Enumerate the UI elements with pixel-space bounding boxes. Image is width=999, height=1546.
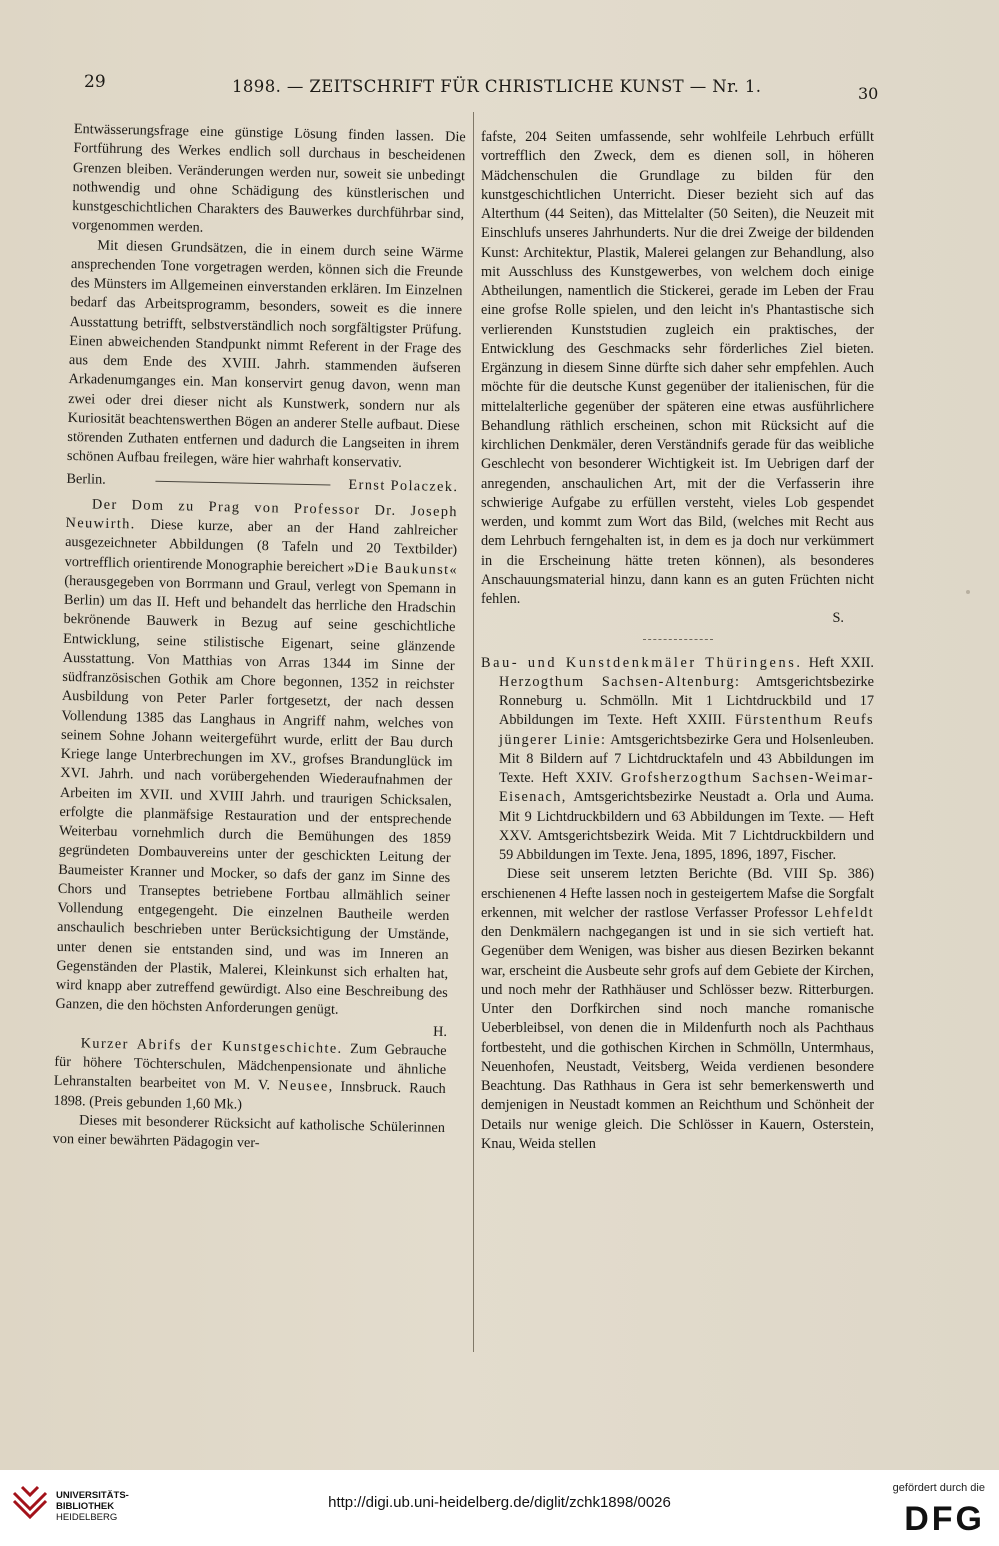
library-name-line: HEIDELBERG	[56, 1512, 118, 1523]
library-name-line: BIBLIOTHEK	[56, 1501, 115, 1512]
paragraph: Entwässerungsfrage eine günstige Lösung finden lassen. Die Fortführung des Werkes endlich soll durchaus in bescheidenen Grenzen bleiben. Veränderungen werden nur, soweit sie unbedingt nothwendig und ohne Schädigung des künstlerischen und kunstgeschichtlichen Charakters des Bauwerkes durchführbar sind, vorgenommen werden.	[71, 120, 466, 236]
review-text: Amtsgerichtsbezirke Neustadt a. Orla und Auma. Mit 9 Lichtdruckbildern und 63 Abbildungen im Texte. — Heft XXV. Amtsgerichtsbezirk Weida. Mit 7 Lichtdruckbildern und 59 Abbildungen im Texte. Jena, 1895, 1896, 1897, Fischer.	[499, 789, 874, 863]
scan-speck	[966, 590, 970, 594]
page-number-left: 29	[84, 72, 106, 92]
signature-rule	[156, 480, 331, 485]
review-text: Diese kurze, aber an der Hand zahlreicher ausgezeichneter Abbildungen (8 Tafeln und 20 Textbilder) vortrefflich orientirende Monographie bereichert »	[64, 516, 458, 576]
territory-name: Herzogthum Sachsen-Altenburg:	[499, 673, 741, 690]
dfg-logo: DFG	[904, 1500, 985, 1538]
library-name-line: UNIVERSITÄTS-	[56, 1490, 129, 1501]
review-text: « (herausgegeben von Borrmann und Graul, verlegt von Spemann in Berlin) um das II. Heft und behandelt das herrliche den Hradschin bekrönende Bauwerk in Bezug auf seine geschichtliche Entwicklung, seine stilistische Eigenart, seine glänzende Ausstattung. Von Matthias von Arras 1344 im Sinne der südfranzösischen Gothik am Chore begonnen, 1352 in reichster Ausbildung von Peter Parler fortgesetzt, der nach dessen Vollendung 1385 das Langhaus in Angriff nahm, welches von seinem Sohne Johann weitergeführt wurde, erlitt der Bau durch Kriege lange Unterbrechungen im XV., grofses Brandunglück im XVI. Jahrh. und nach vorübergehenden Wiederaufnahmen der Arbeiten im XVII. und XVIII Jahrh. und traurigen Schicksalen, erfolgte die planmäfsige Restauration und der entsprechende Weiterbau vornehmlich durch die Bemühungen des 1859 gegründeten Dombauvereins unter der geschickten Leitung der Baumeister Kranner und Mocker, so dafs der ganz im Sinne des Chors und Transeptes betriebene Fortbau allmählich seiner Vollendung entgegengeht. Die einzelnen Bautheile werden anschaulich beschrieben unter Berücksichtigung der Umstände, unter denen sie entstanden sind, und was im Inneren an Gegenständen der Plastik, Malerei, Kleinkunst sich erhalten hat, wird knapp aber zutreffend gewürdigt. Also eine Beschreibung des Ganzen, die den höchsten Anforderungen genügt.	[55, 561, 457, 1018]
page-number-right: 30	[858, 84, 879, 103]
signature-initial: S.	[832, 610, 844, 627]
signature-name: Ernst Polaczek.	[348, 476, 459, 495]
review-text: Zum Gebrauche für höhere Töchterschulen, Mädchenpensionate und ähnliche Lehranstalten bearbeitet von M. V.	[53, 1040, 447, 1094]
review-entry	[53, 1034, 447, 1119]
page-header	[0, 66, 999, 106]
review-title: Der Dom zu Prag von Professor Dr. Joseph Neuwirth.	[65, 496, 459, 533]
review-text: Amtsgerichtsbezirke Ronneburg u. Schmölln. Mit 1 Lichtdruckbild und 17 Abbildungen im Texte. Heft XXIII.	[499, 673, 874, 729]
signature-line	[66, 469, 458, 496]
running-title: 1898. — ZEITSCHRIFT FÜR CHRISTLICHE KUNST — Nr. 1.	[232, 77, 762, 96]
review-title: Bau- und Kunstdenkmäler Thüringens.	[481, 654, 803, 671]
review-text: , Innsbruck. Rauch 1898. (Preis gebunden 1,60 Mk.)	[53, 1078, 446, 1113]
review-text: Amtsgerichtsbezirke Gera und Holsenleuben. Mit 8 Bildern auf 7 Lichtdrucktafeln und 43 Abbildungen im Texte. Heft XXIV.	[499, 731, 874, 786]
column-divider	[473, 112, 474, 1352]
review-text: den Denkmälern nachgegangen ist und in sie sich vertieft hat. Gegenüber dem Wenigen, was bisher aus diesen Bezirken bekannt war, erscheint die Ausbeute sehr grofs auf dem Gebiete der Kirchen, und noch mehr der Rathhäuser und Schlösser bezw. Ritterburgen. Unter den Dorfkirchen sind noch manche romanische Ueberbleibsel, von denen die in Mildenfurth noch als Pachthaus fortbesteht, und die gothischen Kirchen in Schmölln, Untermhaus, Neuenhofen, Neustadt, Veitsberg, Weida verdienen besondere Beachtung. Das Rathhaus in Gera ist sehr bemerkenswerth und demjenigen in Neustadt kommen an Reichthum und Schönheit der Details nur wenige gleich. Die Schlösser in Kauern, Osterstein, Knau, Weida stellen	[481, 924, 874, 1152]
territory-name: Grofsherzogthum Sachsen-Weimar-Eisenach,	[499, 770, 874, 806]
paragraph: Dieses mit besonderer Rücksicht auf katholische Schülerinnen von einer bewährten Pädagogin ver-	[52, 1112, 446, 1152]
author-name: Lehfeldt	[814, 904, 874, 921]
paragraph	[481, 865, 874, 1154]
right-column	[481, 128, 874, 1154]
section-separator	[643, 639, 713, 640]
funding-note: gefördert durch die	[892, 1482, 985, 1494]
paragraph: Mit diesen Grundsätzen, die in einem durch seine Wärme ansprechenden Tone vorgetragen werden, können sich die Freunde des Münsters im Allgemeinen einverstanden erklären. Im Einzelnen bedarf das Arbeitsprogramm, besonders, soweit es die innere Ausstattung betrifft, selbstverständlich noch sorgfältigster Prüfung. Einen abweichenden Standpunkt nimmt Referent in der Frage des aus dem Ende des XVIII. Jahrh. stammenden äufseren Arkadenumganges ein. Man konservirt genug davon, wenn man zwei oder drei dieser nicht als Kunstwerk, sondern nur als Kuriosität beachtenswerthen Bögen an anderer Stelle aufbaut. Diese störenden Zuthaten entfernen und dadurch die Langseiten in ihrem schönen Aufbau freilegen, wäre hier wahrhaft konservativ.	[66, 237, 464, 472]
review-text: Diese seit unserem letzten Berichte (Bd. VIII Sp. 386) erschienenen 4 Hefte lassen noch in gesteigertem Mafse die Sorgfalt erkennen, mit welcher der rastlose Verfasser Professor	[481, 866, 874, 921]
left-column	[52, 120, 465, 1157]
paragraph: fafste, 204 Seiten umfassende, sehr wohlfeile Lehrbuch erfüllt vortrefflich den Zweck, dem es dienen soll, in höheren Mädchenschulen die Grundlage zu bilden für den kunstgeschichtlichen Unterricht. Dieser bezieht sich auf das Alterthum (44 Seiten), das Mittelalter (50 Seiten), die Neuzeit mit Einschlufs unseres Jahrhunderts. Nur die drei Zweige der bildenden Kunst: Architektur, Plastik, Malerei gelangen zur Behandlung, also mit Ausschluss des Kunstgewerbes, von welchem doch einige Abtheilungen, namentlich die Stickerei, gerade im Leben der Frau eine grofse Rolle spielen, und den leicht in's Phantastische sich verlierenden Kunststudien zugleich ein praktisches, der Entwicklung des Geschmacks sehr förderliches Ziel bieten. Ergänzung in diesem Sinne dürfte sich daher sehr empfehlen. Auch möchte für die deutsche Kunst gegenüber der italienischen, für die mittelalterliche gegenüber der späteren eine etwas ausführlichere Behandlung räthlich erscheinen, schon mit Rücksicht auf die kirchlichen Denkmäler, deren Verständnifs gerade für das weibliche Geschlecht von besonderer Wichtigkeit ist. Im Uebrigen darf der anregenden, anschaulichen Art, mit der die Verfasserin ihre schwierige Aufgabe zu erfüllen versteht, vieles Lob gespendet werden, und kommt zum Wort das Bild, (welches mit Recht aus dem Lehrbuch ferngehalten ist, in dem es ja doch nur verkümmert in die Erscheinung hätte treten können), als besonderes Anschauungsmaterial hinzu, dann kann es an guten Früchten nicht fehlen.	[481, 129, 874, 607]
series-name: Die Baukunst	[354, 559, 450, 578]
territory-name: Fürstenthum Reufs jüngerer Linie:	[499, 712, 875, 748]
signature-place: Berlin.	[66, 470, 106, 488]
review-text: Heft XXII.	[802, 654, 874, 671]
author-name: Neusee	[278, 1077, 329, 1095]
review-entry	[55, 495, 458, 1023]
review-entry	[481, 654, 874, 866]
review-title: Kurzer Abrifs der Kunstgeschichte.	[80, 1035, 343, 1057]
source-url-link[interactable]: http://digi.ub.uni-heidelberg.de/diglit/zchk1898/0026	[328, 1494, 671, 1511]
digitization-footer	[0, 1470, 999, 1546]
signature-initial: H.	[432, 1023, 448, 1040]
